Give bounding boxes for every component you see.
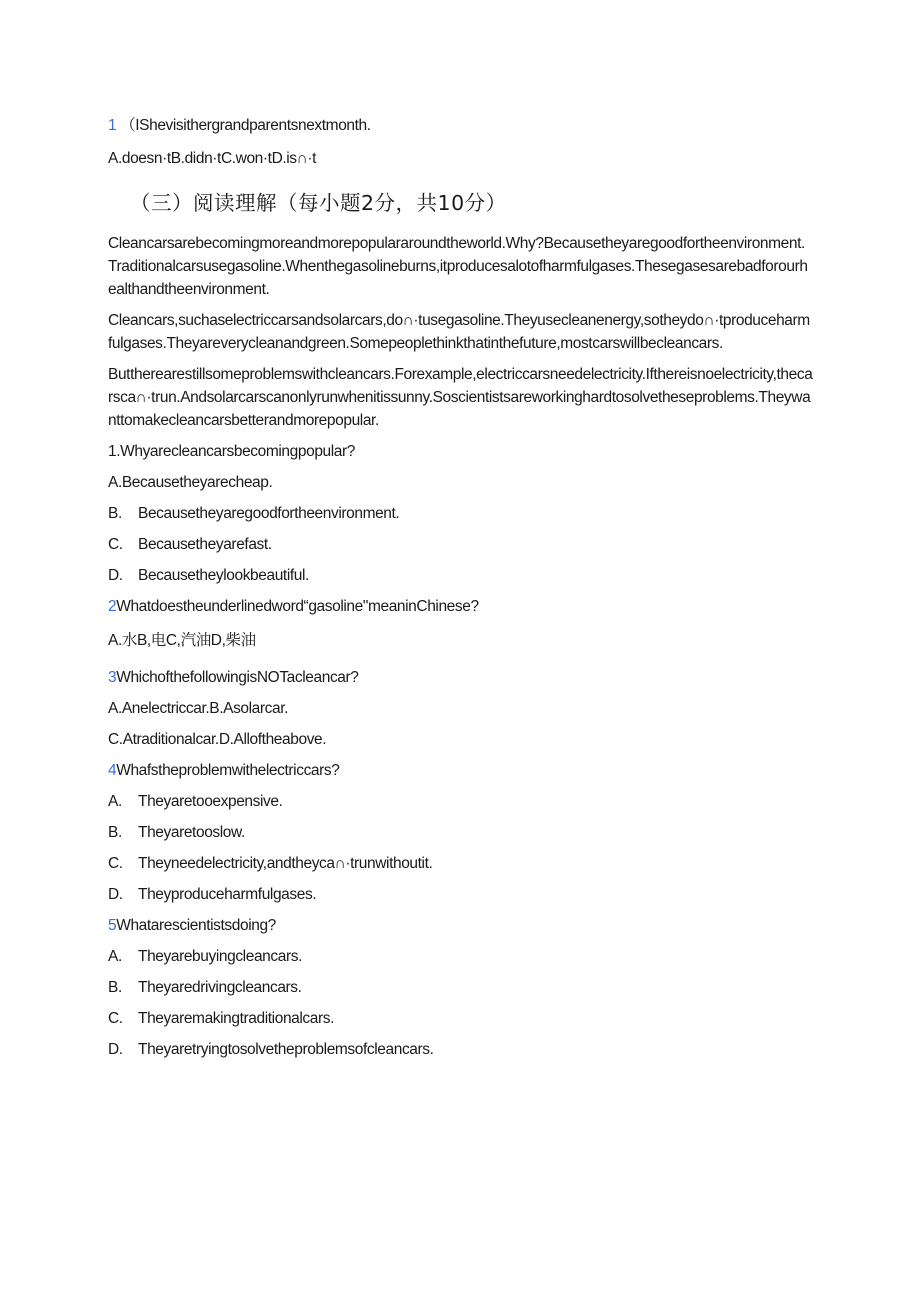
option-c [108,533,813,556]
option-text: Becausetheyarefast. [138,536,272,553]
option-letter: A. [108,793,122,810]
option-letter: B. [108,505,122,522]
option-letter: C. [108,855,123,872]
option-text: Becausetheylookbeautiful. [138,567,309,584]
option-letter: C. [108,536,123,553]
option-d [108,883,813,906]
passage-paragraph-2: Cleancars,suchaselectriccarsandsolarcars,do∩·tusegasoline.Theyusecleanenergy,sotheydo∩·tproduceharmfulgases.Theyareverycleanandgreen.Somepeoplethinkthatinthefuture,mostcarswillbecleancars. [108,312,810,352]
option-text: Theyaretryingtosolvetheproblemsofcleancars. [138,1041,434,1058]
reading-question-4 [108,759,813,782]
option-a: A.Becausetheyarecheap. [108,474,273,491]
reading-question-5 [108,914,813,937]
document-page [108,114,813,1061]
question-stem: Whafstheproblemwithelectriccars? [116,762,340,779]
option-letter: D. [108,567,123,584]
question-stem: Whatarescientistsdoing? [116,917,276,934]
reading-question-3 [108,666,813,689]
question-stem: WhichofthefollowingisNOTacleancar? [116,669,359,686]
passage-paragraph-1: Cleancarsarebecomingmoreandmorepopulararoundtheworld.Why?Becausetheyaregoodfortheenvironment.Traditionalcarsusegasoline.Whenthegasolineburns,itproducesalotofharmfulgases.Thesegasesarebadforourhealthandtheenvironment. [108,235,808,298]
section-heading: （三）阅读理解（每小题2分，共10分） [130,191,507,215]
option-letter: D. [108,1041,123,1058]
question-stem: （IShevisithergrandparentsnextmonth. [120,117,371,134]
option-c [108,1007,813,1030]
question-number: 3 [108,669,117,686]
option-text: Theyproduceharmfulgases. [138,886,317,903]
option-text: Theyaremakingtraditionalcars. [138,1010,335,1027]
option-a [108,790,813,813]
option-b [108,821,813,844]
option-text: Theyaredrivingcleancars. [138,979,302,996]
reading-question-3-options-line-2: C.Atraditionalcar.D.Alloftheabove. [108,731,327,748]
option-letter: C. [108,1010,123,1027]
option-a [108,945,813,968]
option-letter: B. [108,824,122,841]
question-number: 1 [108,117,117,134]
reading-question-3-options-line-1: A.Anelectriccar.B.Asolarcar. [108,700,289,717]
reading-question-2 [108,595,813,618]
option-b [108,976,813,999]
passage-paragraph-3: Buttherearestillsomeproblemswithcleancars.Forexample,electriccarsneedelectricity.Ifthereisnoelectricity,thecarsca∩·trun.Andsolarcarscanonlyrunwhenitissunny.Soscientistsareworkinghardtosolvetheseproblems.Theywanttomakecleancarsbetterandmorepopular. [108,366,813,429]
question-number: 5 [108,917,117,934]
option-text: Becausetheyaregoodfortheenvironment. [138,505,400,522]
option-text: Theyaretooexpensive. [138,793,283,810]
grammar-question-1 [108,114,813,137]
reading-question-1: 1.Whyarecleancarsbecomingpopular? [108,443,356,460]
option-letter: A. [108,948,122,965]
option-text: Theyneedelectricity,andtheyca∩·trunwithoutit. [138,855,433,872]
option-d [108,1038,813,1061]
option-d [108,564,813,587]
question-number: 2 [108,598,117,615]
option-letter: B. [108,979,122,996]
reading-question-2-options: A.水B,电C,汽油D,柴油 [108,632,256,649]
option-c [108,852,813,875]
option-text: Theyarebuyingcleancars. [138,948,302,965]
option-b [108,502,813,525]
question-stem: Whatdoestheunderlinedword“gasoline"meaninChinese? [116,598,479,615]
option-letter: D. [108,886,123,903]
grammar-question-1-options: A.doesn·tB.didn·tC.won·tD.is∩·t [108,150,317,167]
question-number: 4 [108,762,117,779]
option-text: Theyaretooslow. [138,824,245,841]
